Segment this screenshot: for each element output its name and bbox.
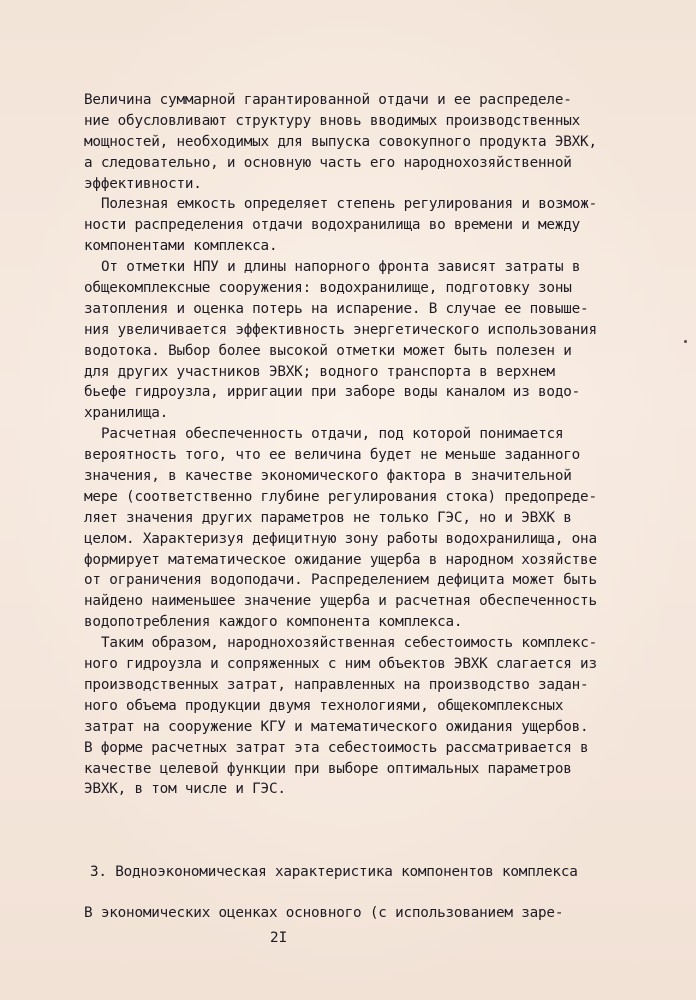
text-line: ния увеличивается эффективность энергетического использования bbox=[84, 321, 597, 338]
paragraph-5 bbox=[84, 633, 604, 800]
text-line: ности распределения отдачи водохранилища во времени и между bbox=[84, 217, 581, 234]
text-line: мощностей, необходимых для выпуска совокупного продукта ЭВХК, bbox=[84, 133, 597, 150]
text-line: хранилища. bbox=[84, 405, 169, 422]
text-line: водотока. Выбор более высокой отметки может быть полезен и bbox=[84, 342, 572, 359]
text-line: качестве целевой функции при выборе оптимальных параметров bbox=[84, 760, 572, 777]
text-line: От отметки НПУ и длины напорного фронта зависят затраты в bbox=[101, 259, 581, 276]
text-line: ние обусловливают структуру вновь вводимых производственных bbox=[84, 112, 581, 129]
text-line: В экономических оценках основного (с использованием заре- bbox=[84, 905, 564, 921]
paragraph-1 bbox=[84, 90, 604, 194]
text-line: найдено наименьшее значение ущерба и расчетная обеспеченность bbox=[84, 593, 597, 610]
text-line: от ограничения водоподачи. Распределением дефицита может быть bbox=[84, 572, 597, 589]
text-line: ного гидроузла и сопряженных с ним объектов ЭВХК слагается из bbox=[84, 656, 597, 673]
text-line: мере (соответственно глубине регулирования стока) предопреде- bbox=[84, 488, 597, 505]
text-line: ЭВХК, в том числе и ГЭС. bbox=[84, 781, 286, 798]
text-line: Расчетная обеспеченность отдачи, под которой понимается bbox=[101, 426, 564, 443]
section-heading: 3. Водноэкономическая характеристика компонентов комплекса bbox=[90, 864, 578, 880]
text-line: компонентами комплекса. bbox=[84, 238, 278, 255]
text-line: производственных затрат, направленных на производство задан- bbox=[84, 676, 589, 693]
paragraph-3 bbox=[84, 257, 604, 424]
text-line: Величина суммарной гарантированной отдачи и ее распределе- bbox=[84, 92, 572, 108]
paragraph-4 bbox=[84, 424, 604, 633]
text-line: общекомплексные сооружения: водохранилище, подготовку зоны bbox=[84, 280, 572, 297]
text-line: ляет значения других параметров не только ГЭС, но и ЭВХК в bbox=[84, 509, 572, 526]
text-line: вероятность того, что ее величина будет не меньше заданного bbox=[84, 447, 581, 464]
text-line: водопотребления каждого компонента комплекса. bbox=[84, 614, 463, 631]
text-line: бьефе гидроузла, ирригации при заборе воды каналом из водо- bbox=[84, 384, 581, 401]
text-line: Полезная емкость определяет степень регулирования и возмож- bbox=[101, 196, 598, 213]
body-text bbox=[84, 90, 604, 800]
text-line: затопления и оценка потерь на испарение. В случае ее повыше- bbox=[84, 300, 589, 317]
text-line: затрат на сооружение КГУ и математического ожидания ущербов. bbox=[84, 718, 589, 735]
ink-speck bbox=[684, 340, 687, 343]
text-line: Таким образом, народнохозяйственная себестоимость комплекс- bbox=[101, 635, 598, 652]
text-line: В форме расчетных затрат эта себестоимость рассматривается в bbox=[84, 739, 589, 756]
text-line: значения, в качестве экономического фактора в значительной bbox=[84, 468, 572, 485]
text-line: формирует математическое ожидание ущерба в народном хозяйстве bbox=[84, 551, 597, 568]
text-line: эффективности. bbox=[84, 175, 202, 192]
paragraph-2 bbox=[84, 194, 604, 257]
text-line: целом. Характеризуя дефицитную зону работы водохранилища, она bbox=[84, 530, 597, 547]
page-number: 2I bbox=[270, 930, 288, 946]
text-line: ного объема продукции двумя технологиями, общекомплексных bbox=[84, 697, 564, 714]
text-line: а следовательно, и основную часть его народнохозяйственной bbox=[84, 154, 572, 171]
text-line: для других участников ЭВХК; водного транспорта в верхнем bbox=[84, 363, 555, 380]
